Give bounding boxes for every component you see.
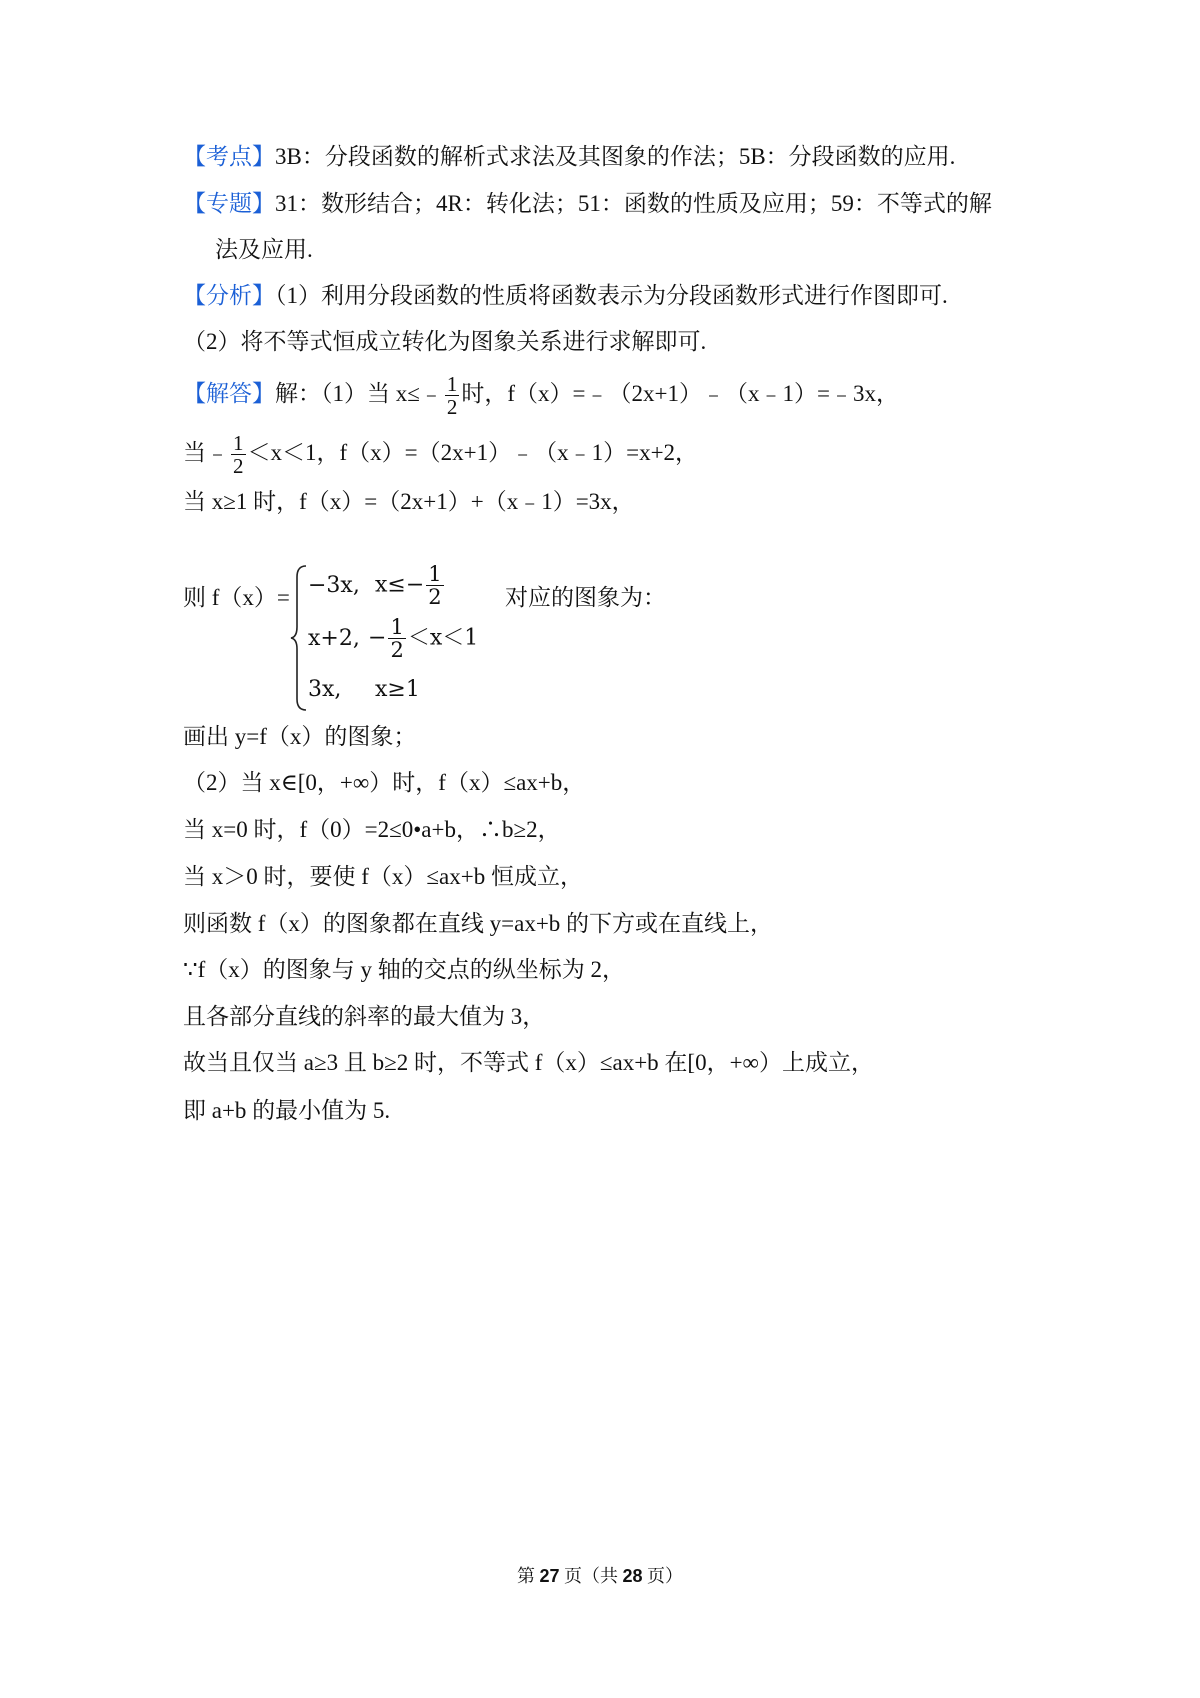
jieda-text-a: 解：（1）当 x≤﹣ — [275, 380, 443, 406]
fraction-half — [231, 432, 246, 477]
piecewise-post: 对应的图象为： — [505, 585, 666, 610]
fraction-half — [445, 373, 460, 418]
x0-line: 当 x=0 时，f（0）=2≤0•a+b，∴b≥2， — [183, 817, 561, 842]
case2-text-b: ＜x＜1，f（x）=（2x+1）﹣（x﹣1）=x+2， — [247, 439, 699, 465]
intercept-line: ∵f（x）的图象与 y 轴的交点的纵坐标为 2， — [183, 957, 626, 982]
case1-cond — [375, 563, 446, 608]
kaodian-line — [183, 142, 955, 172]
case2-line — [183, 432, 698, 477]
fraction-half — [388, 616, 405, 661]
zhuanti-tag: 【专题】 — [183, 191, 275, 216]
fraction-denominator: 2 — [233, 454, 244, 478]
zhuanti-line — [183, 189, 992, 219]
below-line: 则函数 f（x）的图象都在直线 y=ax+b 的下方或在直线上， — [183, 911, 774, 936]
case2-cond-range: ＜x＜1 — [407, 625, 479, 651]
left-brace-icon — [290, 563, 310, 713]
fraction-denominator: 2 — [390, 638, 404, 662]
case2-cond-minus: − — [368, 625, 387, 651]
kaodian-text: 3B：分段函数的解析式求法及其图象的作法；5B：分段函数的应用. — [275, 144, 956, 169]
kaodian-tag: 【考点】 — [183, 144, 275, 169]
case3-expr: 3x, — [308, 677, 342, 702]
jieda-line — [183, 373, 899, 418]
draw-line: 画出 y=f（x）的图象； — [183, 724, 417, 749]
fraction-denominator: 2 — [446, 395, 458, 419]
footer-prefix: 第 — [516, 1566, 540, 1586]
fenxi-tag: 【分析】 — [183, 283, 275, 308]
jieda-tag: 【解答】 — [183, 380, 275, 406]
fraction-numerator: 1 — [446, 372, 458, 396]
zhuanti-line-2: 法及应用. — [215, 237, 313, 262]
case1-cond-text: x≤− — [375, 572, 425, 598]
case3-line: 当 x≥1 时，f（x）=（2x+1）+（x﹣1）=3x， — [183, 489, 635, 514]
zhuanti-text: 31：数形结合；4R：转化法；51：函数的性质及应用；59：不等式的解 — [275, 191, 992, 216]
case1-expr: −3x, — [308, 573, 360, 598]
conclusion-line: 故当且仅当 a≥3 且 b≥2 时，不等式 f（x）≤ax+b 在[0，+∞）上成立， — [183, 1050, 874, 1075]
fenxi-line-2: （2）将不等式恒成立转化为图象关系进行求解即可. — [183, 329, 707, 354]
footer-page-number: 27 — [539, 1566, 560, 1586]
case3-cond: x≥1 — [375, 677, 420, 702]
fenxi-line — [183, 281, 948, 311]
fraction-denominator: 2 — [428, 585, 442, 609]
fraction-numerator: 1 — [390, 615, 404, 639]
fraction-half — [426, 563, 443, 608]
piecewise-pre: 则 f（x）= — [183, 585, 290, 610]
fenxi-text: （1）利用分段函数的性质将函数表示为分段函数形式进行作图即可. — [275, 283, 948, 308]
case2-expr: x+2, — [308, 626, 360, 651]
page-footer — [0, 1562, 1200, 1588]
footer-total-pages: 28 — [622, 1566, 643, 1586]
fraction-numerator: 1 — [428, 562, 442, 586]
piecewise-function — [290, 563, 510, 713]
case2-text-a: 当﹣ — [183, 439, 229, 465]
footer-middle: 页（共 — [559, 1566, 623, 1586]
answer-line: 即 a+b 的最小值为 5. — [183, 1098, 391, 1123]
xpos-line: 当 x＞0 时，要使 f（x）≤ax+b 恒成立， — [183, 864, 583, 889]
part2-line: （2）当 x∈[0，+∞）时，f（x）≤ax+b， — [183, 770, 586, 795]
jieda-text-b: 时，f（x）=﹣（2x+1）﹣（x﹣1）=﹣3x， — [461, 380, 899, 406]
fraction-numerator: 1 — [233, 431, 244, 455]
slope-line: 且各部分直线的斜率的最大值为 3， — [183, 1004, 546, 1029]
case2-cond — [368, 616, 478, 661]
footer-suffix: 页） — [642, 1566, 684, 1586]
